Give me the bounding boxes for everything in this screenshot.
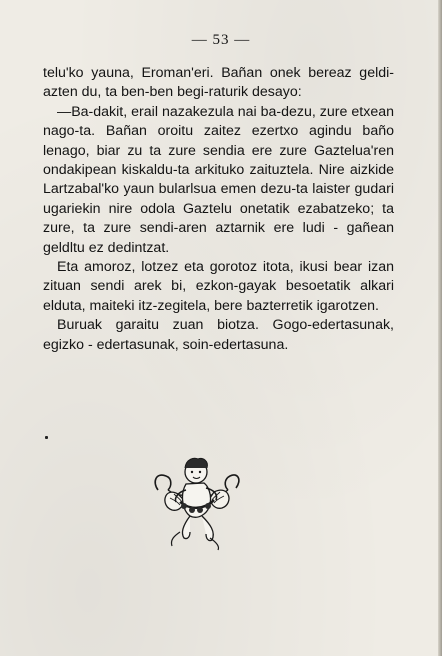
paragraph-3: Eta amoroz, lotzez eta gorotoz itota, ikusi bear izan zituan sendi arek bi, ezkon-gayak besoetatik alkari elduta, maiteki itz-zegitela, bere bazterretik igarotzen.	[43, 259, 394, 314]
ink-speck	[45, 436, 48, 439]
paragraph-1: telu'ko yauna, Eroman'eri. Bañan onek bereaz geldi-azten du, ta ben-ben begi-raturik desayo:	[43, 65, 394, 101]
paragraph-2: —Ba-dakit, erail nazakezula nai ba-dezu, zure etxean nago-ta. Bañan oroitu zaitez ezertxo agindu baño lenago, biar zu ta zure sendia ere zure Gaztelua'ren ondakipean kiskaldu-ta arkituko zaituztela. Nire aizkide Lartzabal'ko yaun bularlsua emen dezu-ta laister gudari ugariekin nire odola Gaztelu onetatik ezabatzeko; ta zure, ta zure sendi-aren aztarnik ere ludi - gañean geldltu ez dedintzat.	[43, 103, 394, 256]
cherub-ornament-icon	[150, 450, 244, 552]
paragraph-4: Buruak garaitu zuan biotza. Gogo-edertasunak, egizko - edertasunak, soin-edertasuna.	[43, 317, 394, 353]
page-number: — 53 —	[191, 32, 251, 48]
body-text	[43, 64, 394, 355]
page-edge-shadow	[438, 0, 442, 656]
